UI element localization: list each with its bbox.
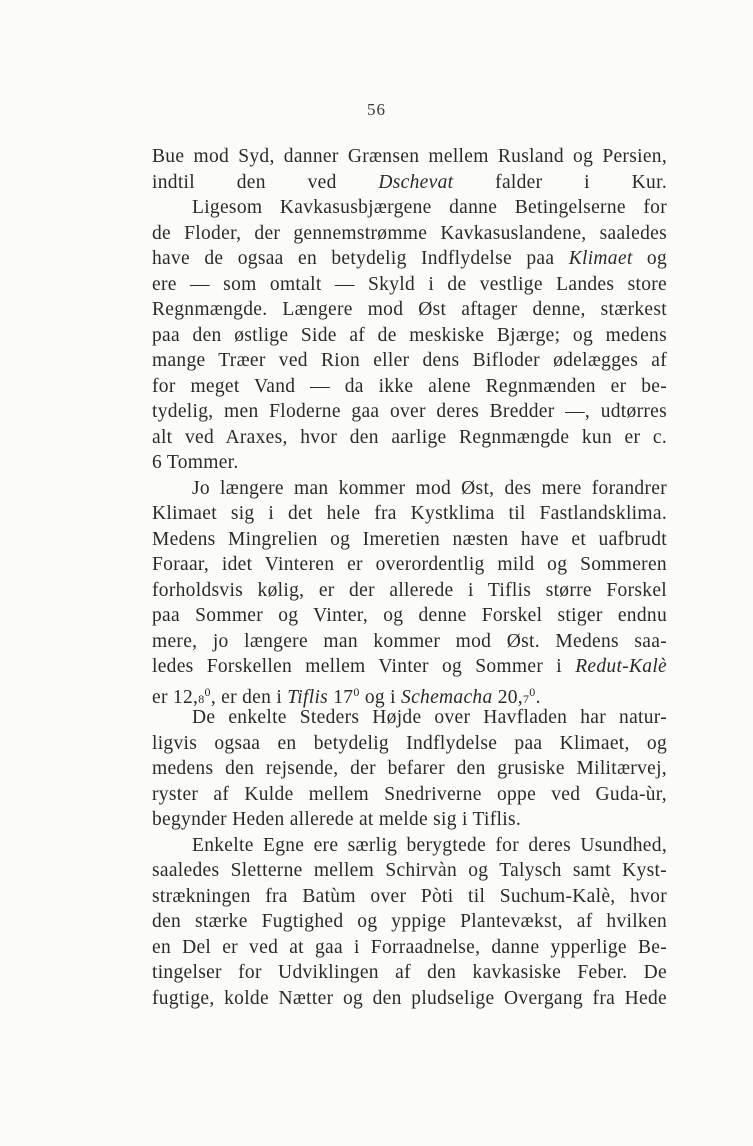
text-line: den stærke Fugtighed og yppige Plantevækst, af hvilken (152, 911, 667, 932)
page-number: 56 (367, 100, 386, 119)
text-line: indtil den ved Dschevat falder i Kur. (152, 171, 667, 193)
text-line: fugtige, kolde Nætter og den pludselige Overgang fra Hede (152, 987, 667, 1009)
place-name: Redut-Kalè (575, 656, 667, 677)
place-name: Schemacha (401, 686, 493, 708)
text-line: Enkelte Egne ere særlig berygtede for deres Usundhed, (192, 834, 667, 856)
text-line: ere — som omtalt — Skyld i de vestlige Landes store (152, 273, 667, 295)
text-line: paa den østlige Side af de meskiske Bjærge; og medens (152, 324, 667, 346)
text-line: alt ved Araxes, hvor den aarlige Regnmængde kun er c. (152, 426, 667, 448)
text-line: Medens Mingrelien og Imeretien næsten have et uafbrudt (152, 528, 667, 550)
body-text (152, 144, 667, 1011)
text-line: forholdsvis kølig, er der allerede i Tiflis større Forskel (152, 579, 667, 601)
text-line: Klimaet sig i det hele fra Kystklima til Fastlandsklima. (152, 503, 667, 524)
text-line: tydelig, men Floderne gaa over deres Bredder —, udtørres (152, 401, 667, 422)
text-line: ledes Forskellen mellem Vinter og Sommer i Redut-Kalè (152, 656, 667, 677)
text-line: tingelser for Udviklingen af den kavkasiske Feber. De (152, 962, 667, 983)
text-line: for meget Vand — da ikke alene Regnmænden er be- (152, 375, 667, 397)
text-line: Ligesom Kavkasusbjærgene danne Betingelserne for (192, 197, 667, 218)
text-line: Regnmængde. Længere mod Øst aftager denne, stærkest (152, 299, 667, 320)
text-line: er 12,8$^0$, er den i Tiflis $17^0$ og i Schemacha 20,7$^0$. (152, 684, 541, 708)
text-line: ligvis ogsaa en betydelig Indflydelse paa Klimaet, og (152, 732, 667, 754)
text-line: de Floder, der gennemstrømme Kavkasuslandene, saaledes (152, 222, 667, 244)
text-line: paa Sommer og Vinter, og denne Forskel stiger endnu (152, 605, 667, 626)
text-line: en Del er ved at gaa i Forraadnelse, danne ypperlige Be- (152, 936, 667, 958)
text-line: strækningen fra Batùm over Pòti til Suchum-Kalè, hvor (152, 885, 667, 907)
text-line: have de ogsaa en betydelig Indflydelse paa Klimaet og (152, 248, 668, 269)
text-line: Foraar, idet Vinteren er overordentlig mild og Sommeren (152, 554, 667, 575)
text-line: 6 Tommer. (152, 452, 239, 473)
place-name: Dschevat (378, 171, 454, 193)
emphasis: Klimaet (568, 248, 633, 269)
text-line: Bue mod Syd, danner Grænsen mellem Rusland og Persien, (152, 146, 667, 167)
text-line: Jo længere man kommer mod Øst, des mere forandrer (192, 477, 667, 499)
text-line: De enkelte Steders Højde over Havfladen har natur- (192, 707, 667, 728)
text-line: mere, jo længere man kommer mod Øst. Medens saa- (152, 630, 667, 652)
text-line: medens den rejsende, der befarer den grusiske Militærvej, (152, 758, 667, 779)
place-name: Tiflis (287, 686, 329, 708)
text-line: saaledes Sletterne mellem Schirvàn og Talysch samt Kyst- (152, 860, 667, 881)
text-line: ryster af Kulde mellem Snedriverne oppe ved Guda-ùr, (152, 783, 667, 805)
text-line: begynder Heden allerede at melde sig i Tiflis. (152, 809, 522, 830)
text-line: mange Træer ved Rion eller dens Bifloder ødelægges af (152, 350, 667, 371)
